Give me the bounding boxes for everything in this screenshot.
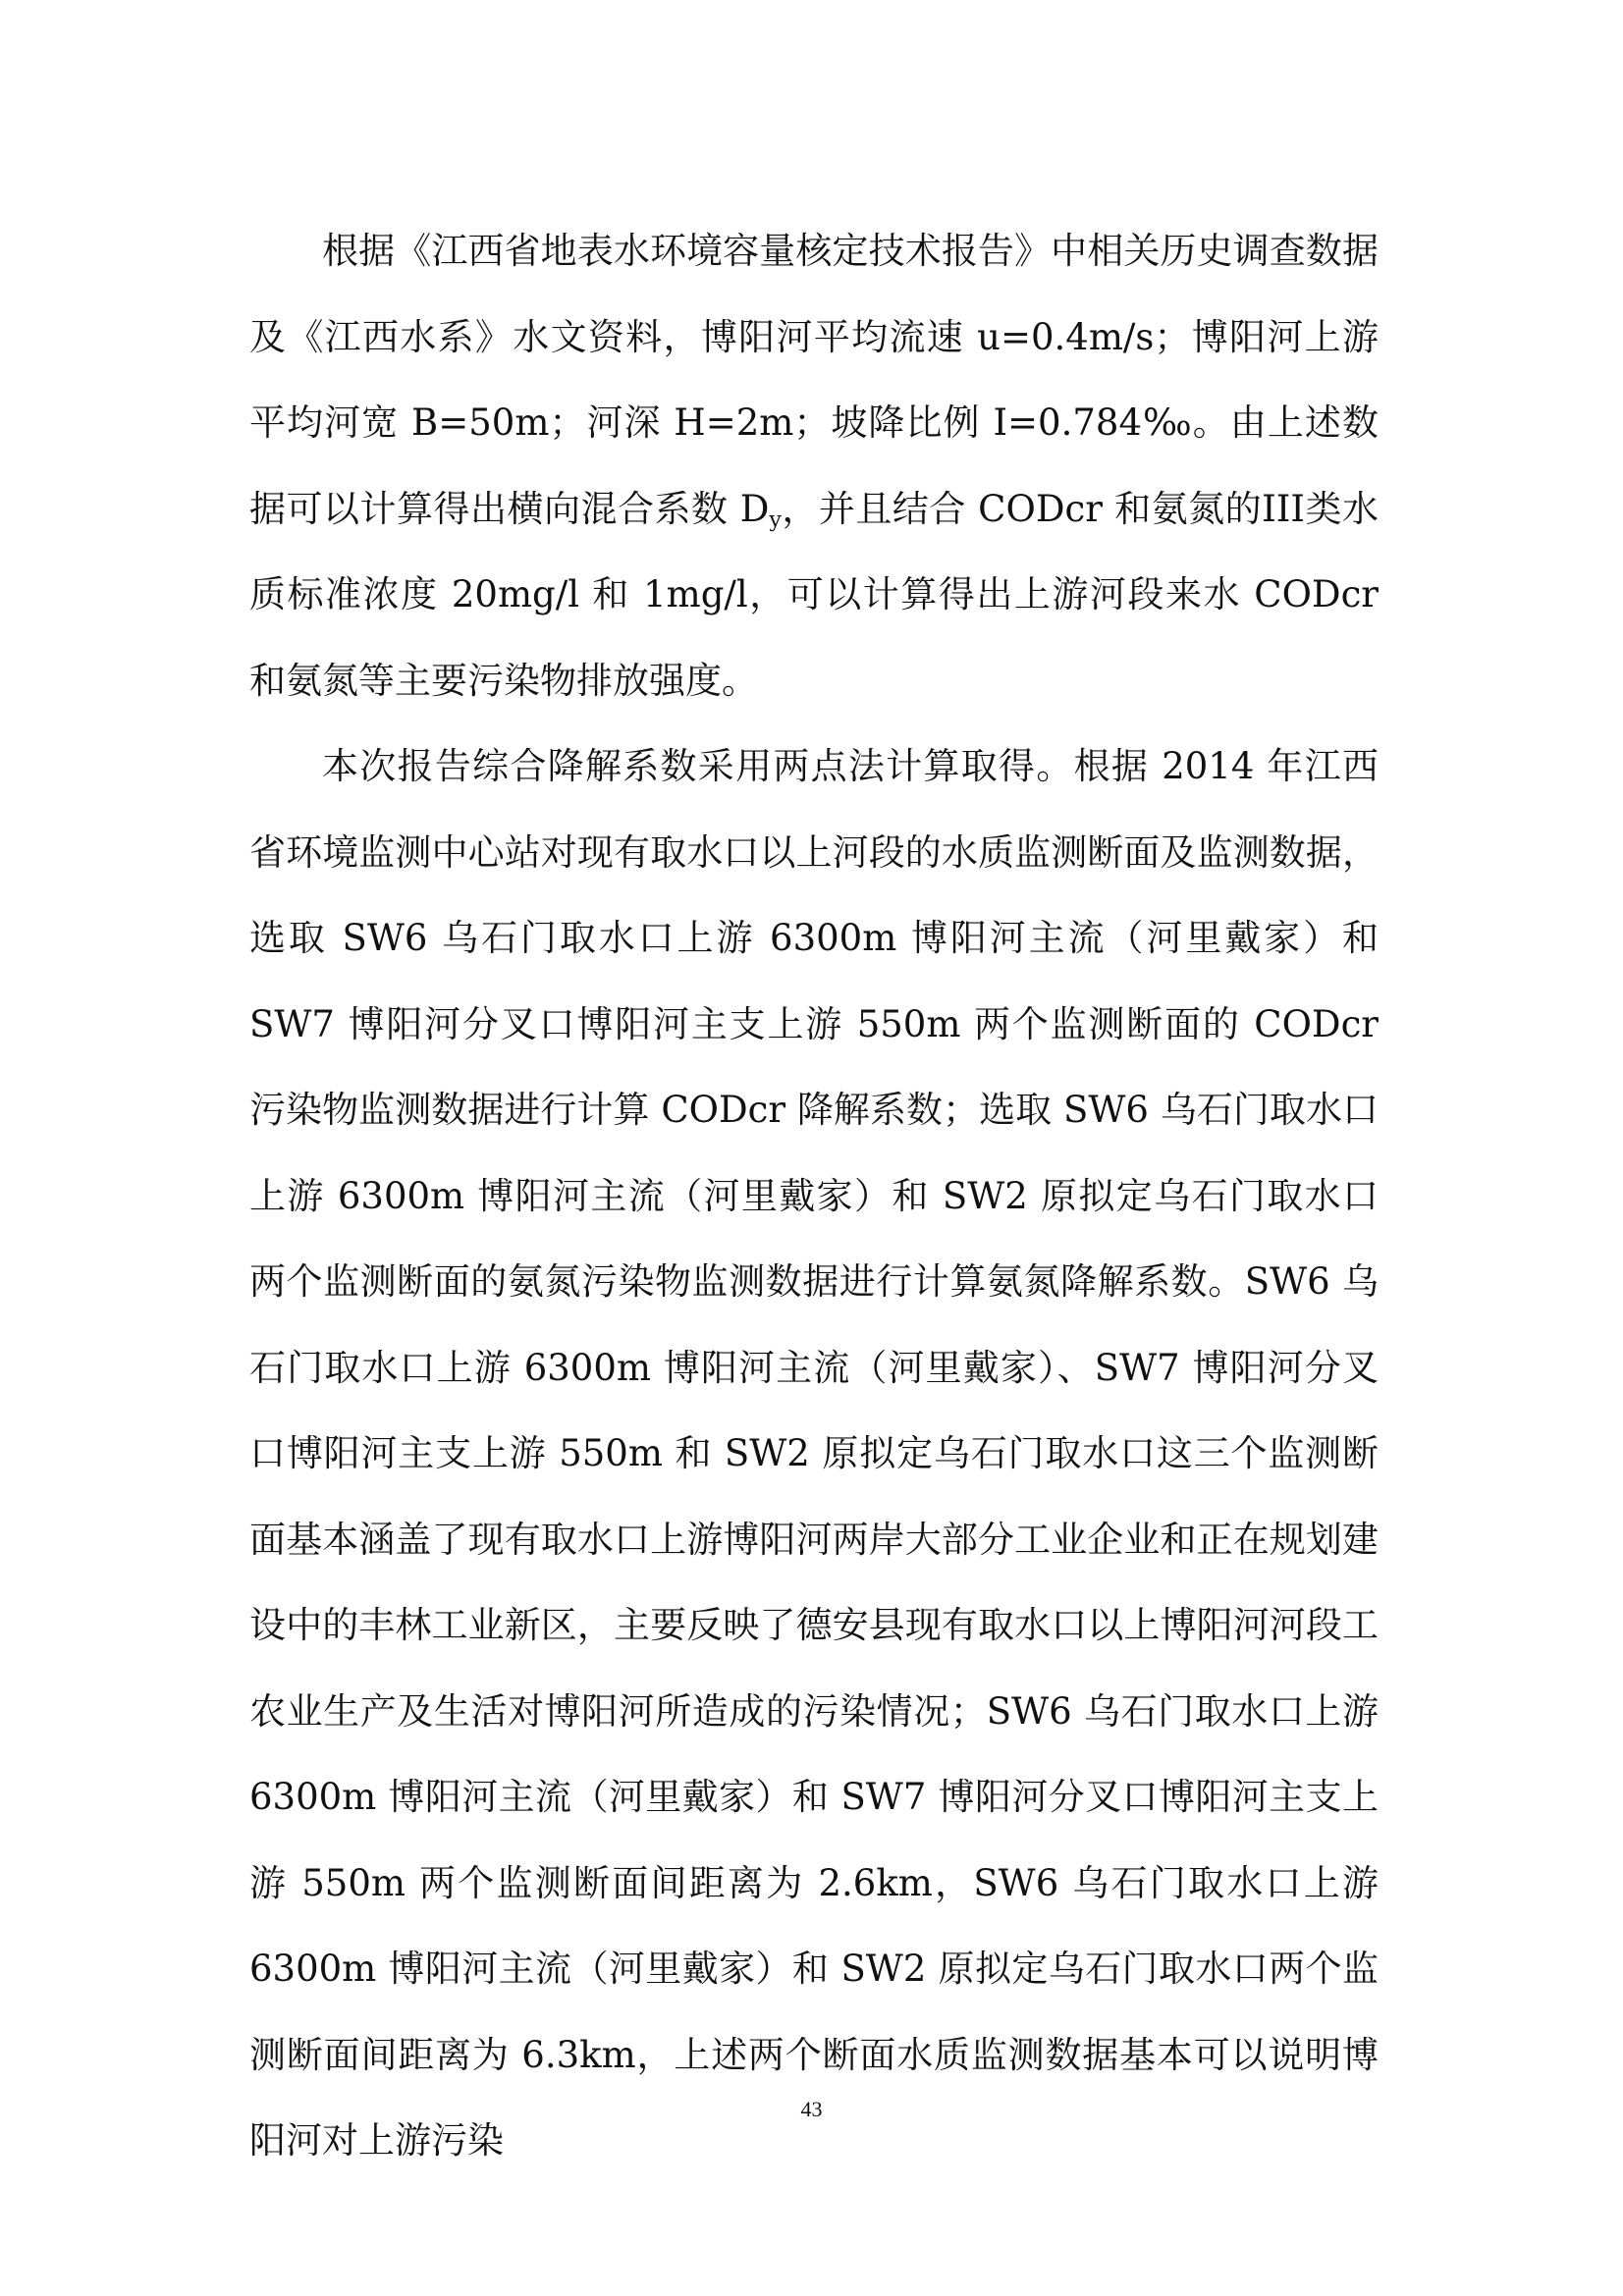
page-number: 43: [800, 2097, 823, 2121]
paragraph-1-text-b: ，并且结合 CODcr 和氨氮的III类水质标准浓度 20mg/l 和 1mg/l，可以计算得出上游河段来水 CODcr 和氨氮等主要污染物排放强度。: [249, 487, 1379, 702]
paragraph-1-text-a: 根据《江西省地表水环境容量核定技术报告》中相关历史调查数据及《江西水系》水文资料，博阳河平均流速 u=0.4m/s；博阳河上游平均河宽 B=50m；河深 H=2m；坡降比例 I=0.784‰。由上述数据可以计算得出横向混合系数 D: [249, 230, 1379, 530]
subscript-y: y: [769, 507, 782, 533]
paragraph-2: 本次报告综合降解系数采用两点法计算取得。根据 2014 年江西省环境监测中心站对现有取水口以上河段的水质监测断面及监测数据，选取 SW6 乌石门取水口上游 6300m 博阳河主流（河里戴家）和 SW7 博阳河分叉口博阳河主支上游 550m 两个监测断面的 CODcr 污染物监测数据进行计算 CODcr 降解系数；选取 SW6 乌石门取水口上游 6300m 博阳河主流（河里戴家）和 SW2 原拟定乌石门取水口两个监测断面的氨氮污染物监测数据进行计算氨氮降解系数。SW6 乌石门取水口上游 6300m 博阳河主流（河里戴家）、SW7 博阳河分叉口博阳河主支上游 550m 和 SW2 原拟定乌石门取水口这三个监测断面基本涵盖了现有取水口上游博阳河两岸大部分工业企业和正在规划建设中的丰林工业新区，主要反映了德安县现有取水口以上博阳河河段工农业生产及生活对博阳河所造成的污染情况；SW6 乌石门取水口上游 6300m 博阳河主流（河里戴家）和 SW7 博阳河分叉口博阳河主支上游 550m 两个监测断面间距离为 2.6km，SW6 乌石门取水口上游 6300m 博阳河主流（河里戴家）和 SW2 原拟定乌石门取水口两个监测断面间距离为 6.3km，上述两个断面水质监测数据基本可以说明博阳河对上游污染: [249, 745, 1379, 2162]
paragraph-1: [249, 208, 1379, 723]
body-text: [249, 208, 1379, 2184]
